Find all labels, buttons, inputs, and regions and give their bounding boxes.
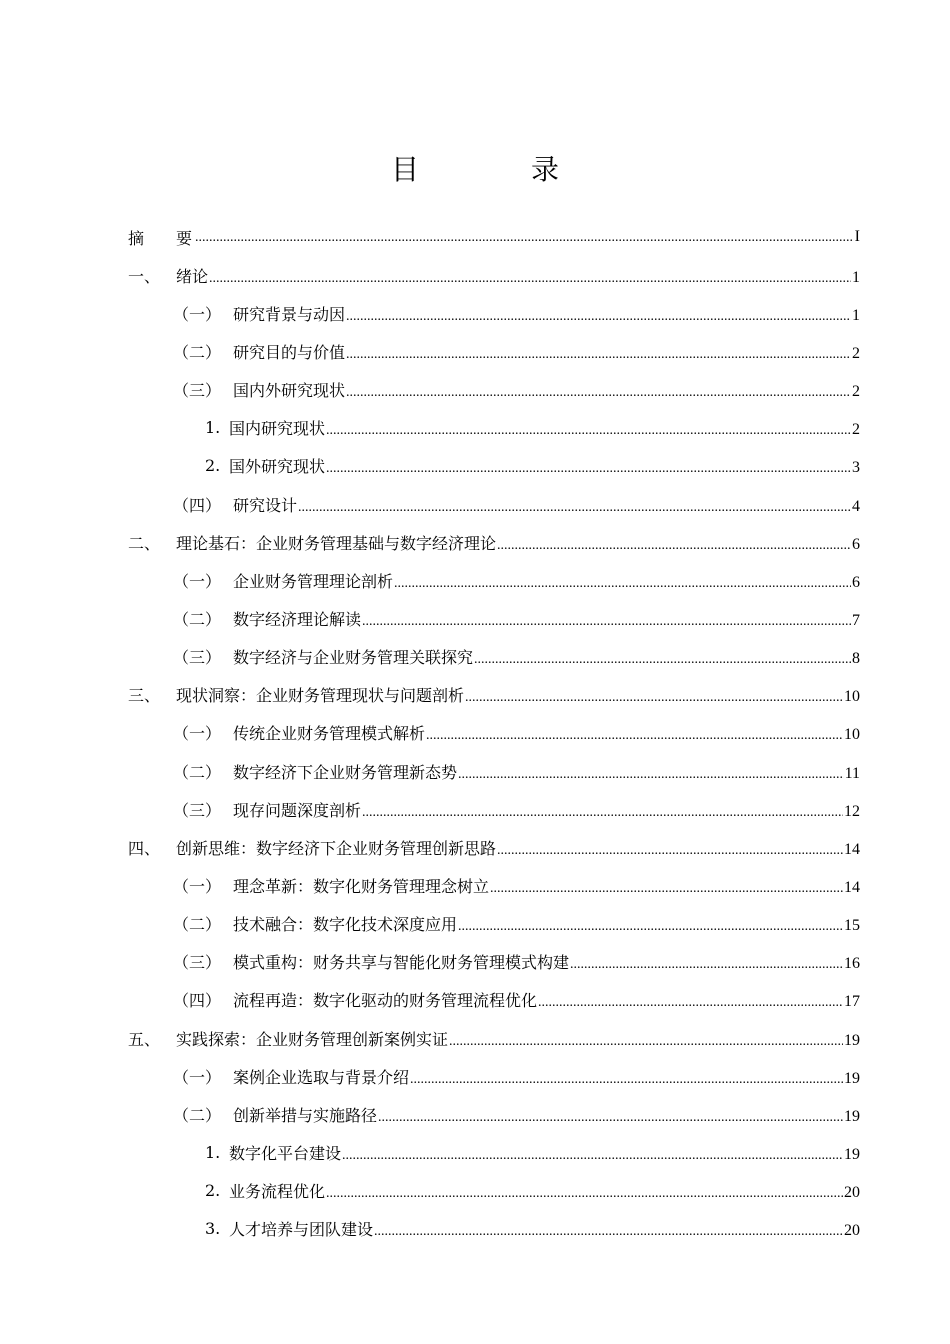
toc-page-number: 17: [844, 993, 860, 1011]
toc-entry-number: （一）: [173, 304, 222, 324]
toc-dot-leader: [326, 461, 851, 477]
toc-entry[interactable]: [0, 752, 950, 790]
toc-entry[interactable]: [0, 256, 950, 294]
toc-dot-leader: [449, 1034, 843, 1050]
toc-page-number: I: [854, 228, 860, 246]
toc-dot-leader: [465, 690, 843, 706]
toc-entry[interactable]: [0, 523, 950, 561]
toc-entry-number: （二）: [173, 609, 222, 629]
toc-page-number: 1: [852, 268, 860, 286]
toc-page-number: 15: [844, 917, 860, 935]
toc-entry[interactable]: [0, 943, 950, 981]
toc-dot-leader: [209, 271, 851, 287]
toc-entry[interactable]: [0, 905, 950, 943]
toc-entry-number: 摘 要: [128, 228, 193, 248]
toc-entry[interactable]: [0, 676, 950, 714]
toc-entry-title: 创新举措与实施路径: [233, 1105, 378, 1125]
toc-entry[interactable]: [0, 1133, 950, 1171]
toc-entry-title: 研究背景与动因: [233, 304, 346, 324]
toc-page-number: 2: [852, 421, 860, 439]
toc-entry-number: （一）: [173, 571, 222, 591]
toc-entry-line: [233, 1065, 860, 1088]
toc-entry-title: 数字经济与企业财务管理关联探究: [233, 648, 474, 668]
toc-page-number: 4: [852, 497, 860, 515]
toc-entry-number: （三）: [173, 953, 222, 973]
toc-entry-title: 模式重构：财务共享与智能化财务管理模式构建: [233, 953, 570, 973]
toc-dot-leader: [570, 957, 843, 973]
toc-page-number: 6: [852, 535, 860, 553]
toc-entry-line: [233, 302, 860, 325]
toc-entry-title: 数字经济下企业财务管理新态势: [233, 762, 458, 782]
toc-entry-title: 现状洞察：企业财务管理现状与问题剖析: [176, 686, 465, 706]
toc-entry-title: 理论基石：企业财务管理基础与数字经济理论: [176, 533, 497, 553]
toc-entry[interactable]: [0, 371, 950, 409]
toc-entry[interactable]: [0, 981, 950, 1019]
toc-dot-leader: [362, 805, 843, 821]
toc-entry-line: [176, 1027, 860, 1050]
toc-entry-title: 技术融合：数字化技术深度应用: [233, 915, 458, 935]
toc-entry-number: 1.: [205, 418, 221, 438]
toc-entry-number: （四）: [173, 991, 222, 1011]
toc-entry-line: [233, 988, 860, 1011]
toc-entry-line: [233, 874, 860, 897]
toc-entry-line: [176, 836, 860, 859]
toc-dot-leader: [346, 309, 851, 325]
toc-dot-leader: [326, 1186, 843, 1202]
toc-entry[interactable]: [0, 218, 950, 256]
toc-dot-leader: [298, 500, 851, 516]
toc-entry[interactable]: [0, 447, 950, 485]
toc-entry-number: （三）: [173, 800, 222, 820]
toc-page-number: 10: [844, 688, 860, 706]
toc-dot-leader: [497, 538, 851, 554]
toc-entry-number: 四、: [128, 838, 161, 858]
toc-dot-leader: [346, 347, 851, 363]
toc-entry-number: （二）: [173, 915, 222, 935]
toc-entry-line: [233, 721, 860, 744]
toc-entry-number: 3.: [205, 1219, 221, 1239]
toc-entry[interactable]: [0, 1095, 950, 1133]
toc-entry[interactable]: [0, 866, 950, 904]
toc-entry-line: [229, 1217, 860, 1240]
toc-entry-number: 五、: [128, 1029, 161, 1049]
toc-entry-line: [233, 607, 860, 630]
toc-dot-leader: [342, 1148, 843, 1164]
toc-entry[interactable]: [0, 332, 950, 370]
toc-dot-leader: [497, 843, 843, 859]
toc-entry-number: 二、: [128, 533, 161, 553]
toc-page-number: 1: [852, 306, 860, 324]
toc-entry-line: [194, 228, 860, 246]
toc-page-number: 19: [844, 1107, 860, 1125]
toc-entry-number: （三）: [173, 648, 222, 668]
toc-dot-leader: [394, 576, 851, 592]
table-of-contents: [0, 218, 950, 1248]
toc-entry-title: 现存问题深度剖析: [233, 800, 362, 820]
toc-entry[interactable]: [0, 1172, 950, 1210]
toc-entry-number: （三）: [173, 381, 222, 401]
toc-entry-line: [176, 531, 860, 554]
toc-entry[interactable]: [0, 294, 950, 332]
toc-page-number: 20: [844, 1184, 860, 1202]
toc-entry-number: （二）: [173, 762, 222, 782]
toc-page-number: 6: [852, 573, 860, 591]
toc-dot-leader: [458, 919, 843, 935]
toc-entry-title: 理念革新：数字化财务管理理念树立: [233, 876, 490, 896]
toc-dot-leader: [326, 423, 851, 439]
toc-entry-line: [233, 378, 860, 401]
toc-dot-leader: [538, 995, 843, 1011]
toc-entry-number: 一、: [128, 266, 161, 286]
toc-dot-leader: [458, 767, 844, 783]
toc-dot-leader: [195, 230, 854, 246]
toc-entry-number: （四）: [173, 495, 222, 515]
toc-dot-leader: [374, 1224, 843, 1240]
toc-entry-line: [229, 1141, 860, 1164]
toc-entry-title: 国外研究现状: [229, 457, 326, 477]
toc-entry-title: 流程再造：数字化驱动的财务管理流程优化: [233, 991, 538, 1011]
toc-page-number: 16: [844, 955, 860, 973]
toc-entry-line: [176, 683, 860, 706]
toc-entry-title: 国内研究现状: [229, 419, 326, 439]
toc-entry-number: （二）: [173, 1105, 222, 1125]
toc-entry[interactable]: [0, 561, 950, 599]
toc-page-number: 19: [844, 1031, 860, 1049]
toc-dot-leader: [426, 728, 843, 744]
toc-page-number: 19: [844, 1069, 860, 1087]
toc-entry[interactable]: [0, 828, 950, 866]
toc-page-number: 12: [844, 802, 860, 820]
toc-entry-title: 人才培养与团队建设: [229, 1220, 374, 1240]
toc-dot-leader: [474, 652, 851, 668]
toc-entry[interactable]: [0, 714, 950, 752]
page-title: 目 录: [390, 153, 601, 186]
toc-entry-line: [233, 798, 860, 821]
toc-entry-number: 三、: [128, 686, 161, 706]
toc-entry-title: 企业财务管理理论剖析: [233, 571, 394, 591]
toc-dot-leader: [490, 881, 843, 897]
toc-entry-line: [233, 1103, 860, 1126]
toc-entry[interactable]: [0, 1057, 950, 1095]
toc-dot-leader: [362, 614, 851, 630]
toc-entry[interactable]: [0, 638, 950, 676]
toc-entry-line: [229, 416, 860, 439]
toc-page-number: 10: [844, 726, 860, 744]
toc-entry-line: [233, 912, 860, 935]
toc-entry-number: （二）: [173, 342, 222, 362]
toc-entry[interactable]: [0, 409, 950, 447]
toc-page-number: 2: [852, 344, 860, 362]
toc-entry-line: [233, 760, 860, 783]
toc-entry-title: 数字经济理论解读: [233, 609, 362, 629]
toc-entry[interactable]: [0, 790, 950, 828]
toc-entry-line: [233, 340, 860, 363]
toc-entry-number: 2.: [205, 1181, 221, 1201]
toc-page-number: 20: [844, 1222, 860, 1240]
toc-entry-line: [233, 493, 860, 516]
toc-page-number: 14: [844, 878, 860, 896]
toc-entry-title: 国内外研究现状: [233, 381, 346, 401]
toc-entry-title: 传统企业财务管理模式解析: [233, 724, 426, 744]
toc-entry-line: [229, 454, 860, 477]
toc-dot-leader: [410, 1072, 843, 1088]
toc-page-number: 3: [852, 459, 860, 477]
toc-entry-title: 绪论: [176, 266, 209, 286]
toc-entry-title: 研究设计: [233, 495, 298, 515]
toc-entry-number: （一）: [173, 1067, 222, 1087]
toc-entry-line: [233, 950, 860, 973]
toc-page-number: 11: [844, 764, 860, 782]
toc-page-number: 7: [852, 611, 860, 629]
toc-dot-leader: [378, 1110, 843, 1126]
toc-entry-number: 2.: [205, 456, 221, 476]
toc-entry-title: 业务流程优化: [229, 1182, 326, 1202]
toc-entry-line: [176, 264, 860, 287]
toc-entry-title: 数字化平台建设: [229, 1143, 342, 1163]
toc-entry-title: 案例企业选取与背景介绍: [233, 1067, 410, 1087]
toc-entry-number: （一）: [173, 876, 222, 896]
toc-entry-title: 实践探索：企业财务管理创新案例实证: [176, 1029, 449, 1049]
toc-entry[interactable]: [0, 485, 950, 523]
toc-entry-title: 创新思维：数字经济下企业财务管理创新思路: [176, 838, 497, 858]
toc-page-number: 19: [844, 1145, 860, 1163]
toc-page-number: 2: [852, 383, 860, 401]
toc-entry-title: 研究目的与价值: [233, 342, 346, 362]
toc-entry-number: 1.: [205, 1142, 221, 1162]
toc-dot-leader: [346, 385, 851, 401]
toc-page-number: 8: [852, 650, 860, 668]
toc-entry-number: （一）: [173, 724, 222, 744]
toc-entry-line: [233, 569, 860, 592]
toc-entry[interactable]: [0, 1019, 950, 1057]
toc-entry[interactable]: [0, 1210, 950, 1248]
toc-entry[interactable]: [0, 599, 950, 637]
toc-entry-line: [229, 1179, 860, 1202]
toc-page-number: 14: [844, 840, 860, 858]
toc-entry-line: [233, 645, 860, 668]
